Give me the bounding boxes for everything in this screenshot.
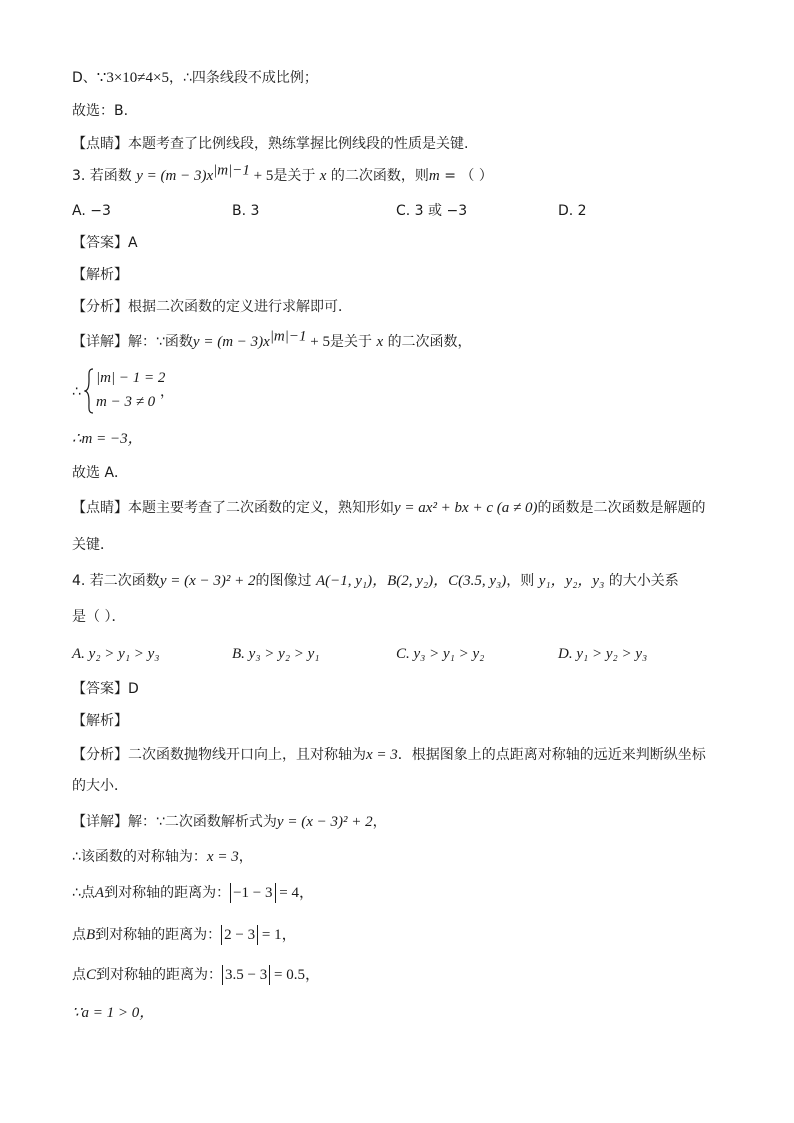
math-result: = 1， [258, 927, 297, 943]
math-constant: + 5 [306, 334, 330, 350]
math-var: x [376, 334, 384, 350]
math-points: A(−1, y₁)，B(2, y₂)，C(3.5, y₃) [315, 573, 507, 589]
text: 的二次函数，则 [330, 168, 429, 184]
math-abs: −1 − 3 [230, 883, 275, 903]
text: ， [372, 814, 387, 830]
text: ，则 [506, 573, 535, 589]
math-function: y = (x − 3)² + 2 [159, 573, 256, 589]
q4-option-b: B. y₃ > y₂ > y₁ [232, 646, 320, 662]
q3-choice: 故选 A． [72, 465, 129, 481]
q3-dianjing-cont: 关键． [72, 537, 114, 553]
math-exponent: |m|−1 [269, 328, 307, 345]
math-axis: x = 3 [206, 849, 239, 865]
q4-detail [72, 812, 387, 832]
text: ．根据图象上的点距离对称轴的远近来判断纵坐标 [397, 747, 706, 763]
q4-fenxi [72, 745, 706, 765]
q4-distance-b [72, 925, 297, 945]
question-4 [72, 571, 679, 591]
math-var: A [94, 885, 105, 901]
math-function: y = (m − 3)x [192, 334, 270, 350]
left-brace-icon [84, 368, 94, 414]
section-tag: 【分析】 [72, 747, 128, 763]
math-abs: 3.5 − 3 [222, 965, 270, 985]
text: ，∴四条线段不成比例； [168, 70, 318, 86]
q3-jiexi: 【解析】 [72, 267, 128, 283]
q3-option-d: D. 2 [558, 203, 587, 219]
q3-option-a: A. −3 [72, 203, 111, 219]
q4-option-c: C. y₃ > y₁ > y₂ [396, 646, 485, 662]
q3-fenxi [72, 297, 352, 317]
text: 到对称轴的距离为： [104, 885, 231, 901]
text: 根据二次函数的定义进行求解即可． [128, 299, 352, 315]
math-function: y = (x − 3)² + 2 [276, 814, 373, 830]
text: 到对称轴的距离为： [96, 967, 223, 983]
text: 二次函数抛物线开口向上，且对称轴为 [128, 747, 366, 763]
math-var: x [319, 168, 327, 184]
q4-jiexi: 【解析】 [72, 713, 128, 729]
q4-option-a: A. y₂ > y₁ > y₃ [72, 646, 160, 662]
text: 点 [72, 927, 86, 943]
text: 点 [72, 967, 86, 983]
math-vars: y₁，y₂，y₃ [538, 573, 605, 589]
text: 解：∵函数 [128, 334, 193, 350]
section-tag: 【点睛】 [72, 136, 128, 152]
math-abs: 2 − 3 [221, 925, 258, 945]
text: ， [238, 849, 253, 865]
q4-option-d: D. y₁ > y₂ > y₃ [558, 646, 648, 662]
q3-answer: 【答案】A [72, 235, 138, 251]
math-inequality: ∵3×10≠4×5 [96, 70, 169, 86]
section-tag: 【详解】 [72, 334, 128, 350]
q3-result: ∴m = −3， [72, 431, 143, 447]
text: 的大小关系 [608, 573, 679, 589]
question-3 [72, 162, 493, 186]
q3-detail [72, 328, 472, 352]
section-tag: 【点睛】 [72, 500, 128, 516]
math-result: = 0.5， [270, 967, 320, 983]
question-number: 4. 若二次函数 [72, 573, 160, 589]
q3-dianjing [72, 498, 705, 518]
q3-option-c: C. 3 或 −3 [396, 203, 468, 219]
math-exponent: |m|−1 [213, 162, 250, 179]
text: ∴该函数的对称轴为： [72, 849, 207, 865]
system-comma: ， [160, 384, 174, 400]
text: = （ ） [439, 168, 493, 184]
math-quadratic: y = ax² + bx + c (a ≠ 0) [394, 500, 538, 516]
math-var: C [86, 967, 97, 983]
question-number: 3. 若函数 [72, 168, 132, 184]
q4-axis [72, 847, 253, 867]
q4-fenxi-cont: 的大小． [72, 778, 128, 794]
text: ∴点 [72, 885, 95, 901]
q4-distance-a [72, 883, 314, 903]
math-constant: + 5 [249, 168, 274, 184]
text: 的函数是二次函数是解题的 [537, 500, 706, 516]
math-var: m [428, 168, 440, 184]
text: 是关于 [329, 334, 372, 350]
q4-answer: 【答案】D [72, 681, 139, 697]
q3-option-b: B. 3 [232, 203, 260, 219]
text: 本题主要考查了二次函数的定义，熟知形如 [128, 500, 394, 516]
option-label: D、 [72, 70, 97, 86]
section-tag: 【分析】 [72, 299, 128, 315]
math-function: y = (m − 3)x [136, 168, 214, 184]
text: 解：∵二次函数解析式为 [128, 814, 277, 830]
math-result: = 4， [275, 885, 314, 901]
math-axis: x = 3 [366, 747, 398, 763]
text: 的图像过 [255, 573, 312, 589]
therefore-symbol: ∴ [72, 384, 81, 400]
question-4-cont: 是（ ）． [72, 609, 126, 625]
dianjing-line [72, 134, 468, 154]
text: 是关于 [273, 168, 316, 184]
option-d-line [72, 68, 318, 88]
system-eq-2: m − 3 ≠ 0 [96, 394, 156, 410]
text: 的二次函数， [387, 334, 472, 350]
section-tag: 【详解】 [72, 814, 128, 830]
system-eq-1: |m| − 1 = 2 [96, 370, 166, 386]
q4-last: ∵a = 1 > 0， [72, 1005, 155, 1021]
choice-line: 故选：B. [72, 103, 129, 119]
math-var: B [86, 927, 96, 943]
q4-distance-c [72, 965, 320, 985]
text: 到对称轴的距离为： [95, 927, 222, 943]
text: 本题考查了比例线段，熟练掌握比例线段的性质是关键. [128, 136, 469, 152]
